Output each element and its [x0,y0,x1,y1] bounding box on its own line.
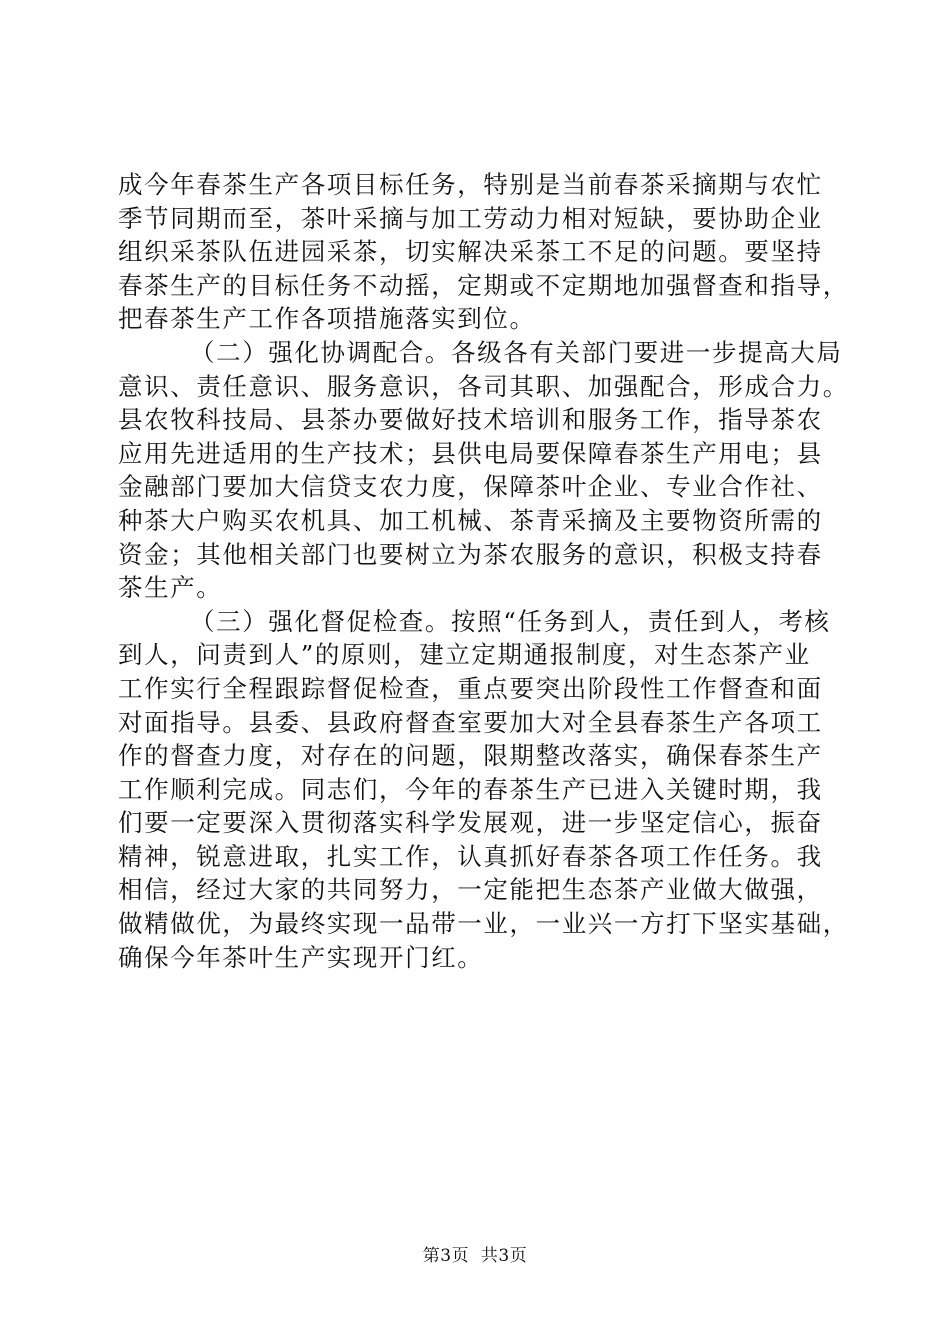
text-line: 们要一定要深入贯彻落实科学发展观，进一步坚定信心，振奋 [118,808,823,838]
text-line: 做精做优，为最终实现一品带一业，一业兴一方打下坚实基础， [118,909,849,939]
page-number-footer: 第3页 共3页 [422,1246,528,1266]
text-line: 作的督查力度，对存在的问题，限期整改落实，确保春茶生产 [118,741,823,771]
text-line: 相信，经过大家的共同努力，一定能把生态茶产业做大做强， [118,875,823,905]
text-line: 金融部门要加大信贷支农力度，保障茶叶企业、专业合作社、 [118,472,823,502]
text-line: 种茶大户购买农机具、加工机械、茶青采摘及主要物资所需的 [118,505,823,535]
text-line: 精神，锐意进取，扎实工作，认真抓好春茶各项工作任务。我 [118,841,823,871]
text-line: 工作顺利完成。同志们，今年的春茶生产已进入关键时期，我 [118,774,823,804]
text-line: 春茶生产的目标任务不动摇，定期或不定期地加强督查和指导， [118,270,849,300]
text-line: 应用先进适用的生产技术；县供电局要保障春茶生产用电；县 [118,438,823,468]
text-line: 县农牧科技局、县茶办要做好技术培训和服务工作，指导茶农 [118,405,823,435]
text-line: 资金；其他相关部门也要树立为茶农服务的意识，积极支持春 [118,539,823,569]
document-body [118,168,849,974]
text-line: 成今年春茶生产各项目标任务，特别是当前春茶采摘期与农忙 [118,170,823,199]
paragraph-section-2 [118,336,849,605]
text-line: 意识、责任意识、服务意识，各司其职、加强配合，形成合力。 [118,371,849,401]
text-line: 到人，问责到人”的原则，建立定期通报制度，对生态茶产业 [118,640,811,670]
text-line: 茶生产。 [118,573,223,603]
text-line: 工作实行全程跟踪督促检查，重点要突出阶段性工作督查和面 [118,673,823,703]
text-line: 确保今年茶叶生产实现开门红。 [118,942,484,972]
text-line-first: （二）强化协调配合。各级各有关部门要进一步提高大局 [190,337,843,367]
paragraph-continuation [118,168,849,336]
text-line: 组织采茶队伍进园采茶，切实解决采茶工不足的问题。要坚持 [118,237,823,267]
text-line: 把春茶生产工作各项措施落实到位。 [118,304,536,334]
paragraph-section-3 [118,605,849,975]
text-line-first: （三）强化督促检查。按照“任务到人，责任到人，考核 [190,606,831,636]
text-line: 季节同期而至，茶叶采摘与加工劳动力相对短缺，要协助企业 [118,203,823,233]
text-line: 对面指导。县委、县政府督查室要加大对全县春茶生产各项工 [118,707,823,737]
